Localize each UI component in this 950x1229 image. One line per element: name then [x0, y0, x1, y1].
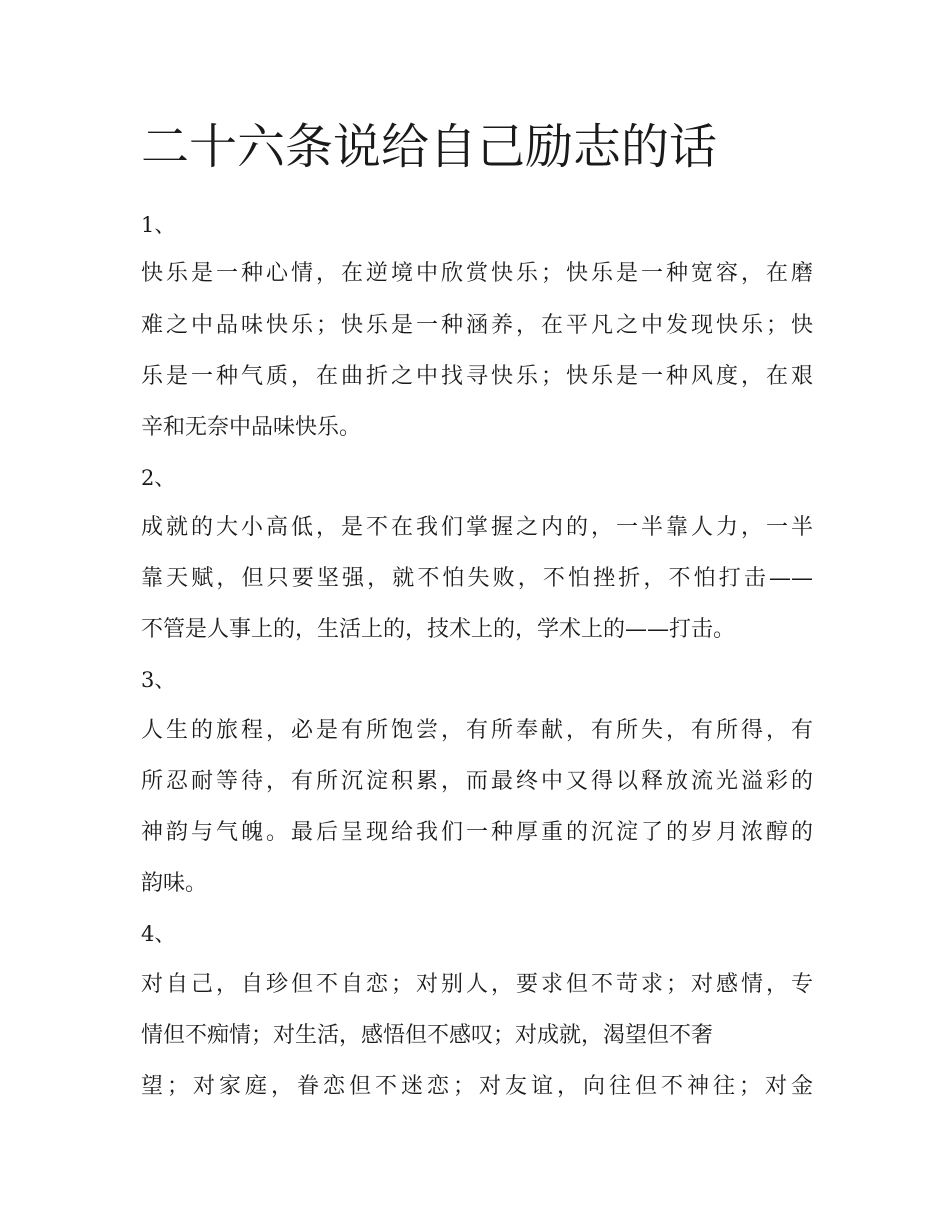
paragraph-line: 韵味。 — [141, 871, 208, 896]
paragraph-line: 所忍耐等待，有所沉淀积累，而最终中又得以释放流光溢彩的 — [141, 769, 813, 794]
item-number: 2、 — [141, 466, 176, 490]
paragraph-line: 望；对家庭，眷恋但不迷恋；对友谊，向往但不神往；对金 — [141, 1074, 813, 1099]
paragraph-line: 乐是一种气质，在曲折之中找寻快乐；快乐是一种风度，在艰 — [141, 364, 813, 389]
document-title: 二十六条说给自己励志的话 — [141, 119, 718, 175]
item-number: 3、 — [141, 668, 176, 692]
paragraph-line: 成就的大小高低，是不在我们掌握之内的，一半靠人力，一半 — [141, 515, 813, 540]
paragraph-line: 神韵与气魄。最后呈现给我们一种厚重的沉淀了的岁月浓醇的 — [141, 820, 813, 845]
paragraph-line: 不管是人事上的，生活上的，技术上的，学术上的——打击。 — [141, 617, 736, 642]
paragraph-line: 快乐是一种心情，在逆境中欣赏快乐；快乐是一种宽容，在磨 — [141, 261, 813, 286]
paragraph-line: 人生的旅程，必是有所饱尝，有所奉献，有所失，有所得，有 — [141, 718, 813, 743]
paragraph-line: 难之中品味快乐；快乐是一种涵养，在平凡之中发现快乐；快 — [141, 313, 813, 338]
item-number: 4、 — [141, 922, 176, 946]
item-number: 1、 — [141, 213, 176, 237]
paragraph-line: 靠天赋，但只要坚强，就不怕失败，不怕挫折，不怕打击—— — [141, 566, 813, 591]
paragraph-line: 情但不痴情；对生活，感悟但不感叹；对成就，渴望但不奢 — [141, 1023, 714, 1048]
paragraph-line: 辛和无奈中品味快乐。 — [141, 415, 362, 440]
paragraph-line: 对自己，自珍但不自恋；对别人，要求但不苛求；对感情，专 — [141, 972, 813, 997]
